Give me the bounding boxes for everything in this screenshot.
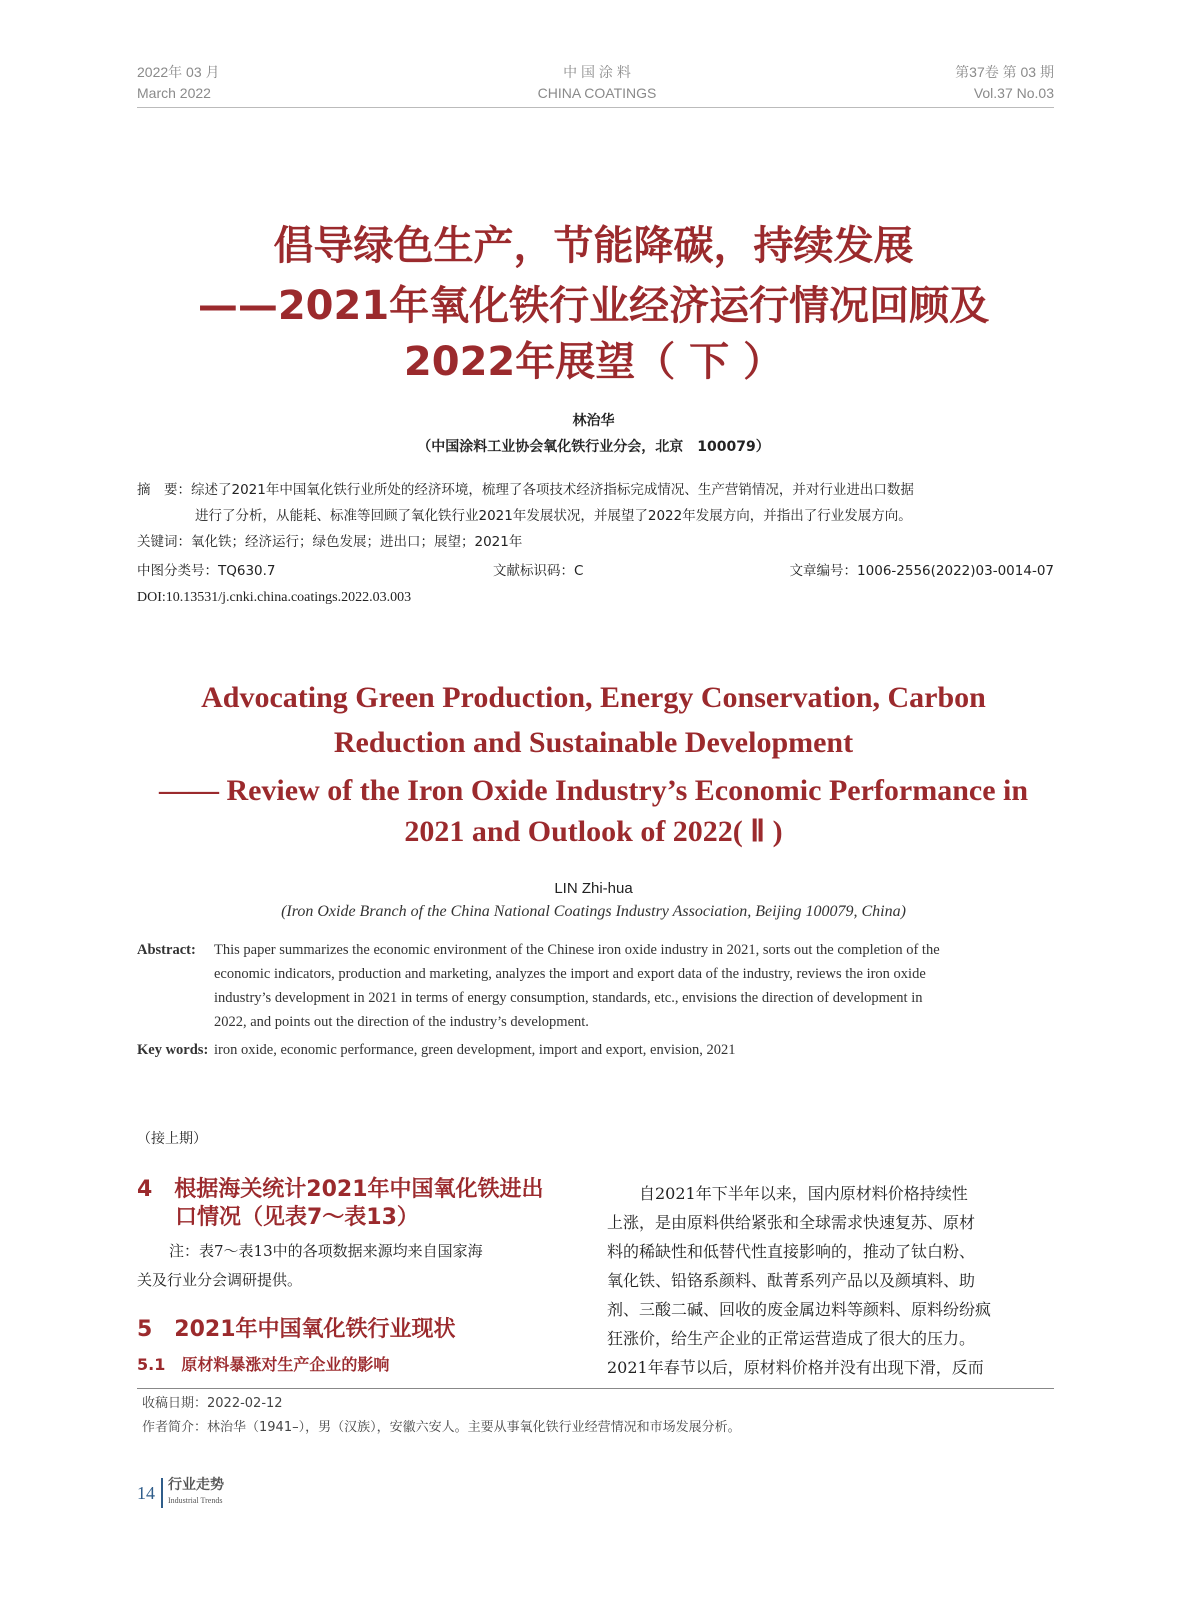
title-en-line3: —— Review of the Iron Oxide Industry’s Economic Performance in — [158, 774, 1029, 807]
footer-divider — [161, 1478, 163, 1508]
title-en-line1: Advocating Green Production, Energy Conservation, Carbon — [201, 681, 986, 714]
affiliation-cn: （中国涂料工业协会氧化铁行业分会，北京 100079） — [417, 439, 770, 455]
keywords-en-label: Key words: — [137, 1042, 209, 1058]
header-journal-en: CHINA COATINGS — [537, 85, 657, 101]
abstract-en-line1: This paper summarizes the economic environment of the Chinese iron oxide industry in 2021, sorts out the completion of the — [214, 942, 940, 958]
paragraph-line: 上涨，是由原料供给紧张和全球需求快速复苏、原材 — [607, 1213, 976, 1232]
title-en-line4: 2021 and Outlook of 2022( Ⅱ ) — [404, 815, 783, 848]
title-en-line2: Reduction and Sustainable Development — [333, 726, 854, 759]
page-number: 14 — [137, 1482, 155, 1503]
header-volume — [955, 62, 1054, 104]
keywords-en-text: iron oxide, economic performance, green development, import and export, envision, 2021 — [214, 1042, 736, 1058]
paragraph-line: 自2021年下半年以来，国内原材料价格持续性 — [607, 1184, 968, 1203]
section-4-line1: 4 根据海关统计2021年中国氧化铁进出 — [137, 1177, 544, 1202]
article-number: 文章编号：1006-2556(2022)03-0014-07 — [789, 563, 1054, 579]
document-code: 文献标识码：C — [493, 563, 584, 579]
title-cn-line2: ——2021年氧化铁行业经济运行情况回顾及 — [197, 283, 990, 329]
paragraph-line: 2021年春节以后，原材料价格并没有出现下滑，反而 — [607, 1358, 984, 1377]
footer-section-en: Industrial Trends — [168, 1496, 223, 1505]
abstract-en-line4: 2022, and points out the direction of the industry’s development. — [214, 1014, 589, 1030]
abstract-en-line2: economic indicators, production and marketing, analyzes the import and export data of the industry, reviews the iron oxide — [214, 966, 926, 982]
doi: DOI:10.13531/j.cnki.china.coatings.2022.03.003 — [137, 590, 412, 605]
header-date-en: March 2022 — [137, 85, 211, 101]
page-footer — [137, 1478, 224, 1508]
section-4-line2: 口情况（见表7～表13） — [175, 1205, 419, 1230]
abstract-en-line3: industry’s development in 2021 in terms of energy consumption, standards, etc., envisions the direction of development in — [214, 990, 923, 1006]
footer-section-cn: 行业走势 — [168, 1477, 224, 1493]
abstract-cn-line1: 综述了2021年中国氧化铁行业所处的经济环境，梳理了各项技术经济指标完成情况、生产营销情况，并对行业进出口数据 — [191, 482, 914, 498]
note-line2: 关及行业分会调研提供。 — [137, 1271, 303, 1289]
paragraph-line: 剂、三酸二碱、回收的废金属边料等颜料、原料纷纷疯 — [607, 1300, 992, 1319]
footnote-rule — [137, 1388, 1054, 1389]
author-bio: 作者简介：林治华（1941–），男（汉族），安徽六安人。主要从事氧化铁行业经营情况和市场发展分析。 — [142, 1420, 741, 1435]
received-date: 收稿日期：2022-02-12 — [142, 1396, 283, 1411]
header-journal — [437, 62, 757, 104]
title-cn-line3: 2022年展望（ 下 ） — [403, 339, 784, 385]
header-journal-cn: 中 国 涂 料 — [563, 64, 631, 80]
abstract-en-label: Abstract: — [137, 942, 196, 958]
header-date-cn: 2022年 03 月 — [137, 64, 220, 80]
clc-number: 中图分类号：TQ630.7 — [137, 563, 276, 579]
header-vol-en: Vol.37 No.03 — [973, 85, 1054, 101]
author-cn: 林治华 — [572, 413, 615, 429]
note-line1: 注：表7～表13中的各项数据来源均来自国家海 — [169, 1242, 483, 1260]
author-en: LIN Zhi-hua — [554, 880, 633, 897]
abstract-cn-label: 摘 要： — [137, 482, 191, 498]
abstract-cn-row1 — [137, 476, 914, 504]
header-vol-cn: 第37卷 第 03 期 — [955, 64, 1054, 80]
paragraph-line: 料的稀缺性和低替代性直接影响的，推动了钛白粉、 — [607, 1242, 976, 1261]
header-rule — [137, 107, 1054, 108]
abstract-cn-line2: 进行了分析，从能耗、标准等回顾了氧化铁行业2021年发展状况，并展望了2022年发展方向，并指出了行业发展方向。 — [195, 508, 912, 524]
title-cn-line1: 倡导绿色生产，节能降碳，持续发展 — [273, 223, 914, 269]
continued-note: （接上期） — [137, 1132, 207, 1147]
header-date — [137, 62, 220, 104]
affiliation-en: (Iron Oxide Branch of the China National Coatings Industry Association, Beijing 100079, China) — [281, 903, 906, 920]
keywords-cn: 关键词：氧化铁；经济运行；绿色发展；进出口；展望；2021年 — [137, 534, 523, 550]
paragraph-line: 狂涨价，给生产企业的正常运营造成了很大的压力。 — [607, 1329, 976, 1348]
paragraph-line: 氧化铁、铅铬系颜料、酞菁系列产品以及颜填料、助 — [607, 1271, 976, 1290]
section-5-1-heading: 5.1 原材料暴涨对生产企业的影响 — [137, 1355, 390, 1374]
section-5-heading: 5 2021年中国氧化铁行业现状 — [137, 1317, 456, 1342]
